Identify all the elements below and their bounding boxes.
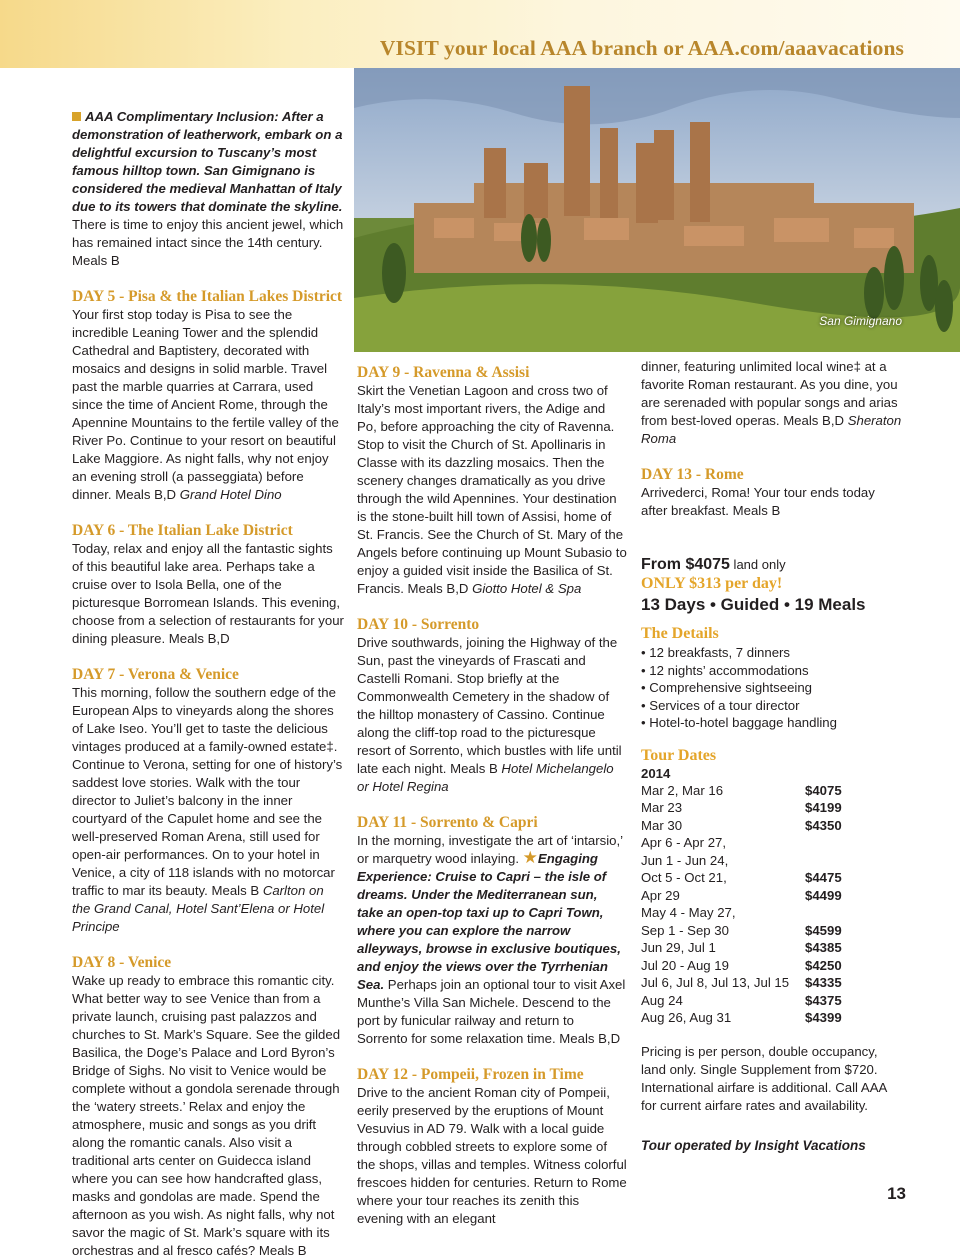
- day-11-body-b: Perhaps join an optional tour to visit Axel Munthe’s Villa San Michele. Descend to the port by funicular railway and return to Sorrento for some relaxation time. Meals B,D: [357, 977, 626, 1046]
- tour-date-price: [805, 852, 895, 870]
- details-list: [641, 644, 903, 732]
- day-9-text: [357, 382, 627, 598]
- day-10-hotel: Hotel Michelangelo or Hotel Regina: [357, 761, 614, 794]
- tour-dates-title: Tour Dates: [641, 746, 717, 764]
- tour-date-price: $4199: [805, 800, 842, 815]
- tour-date-price: $4375: [805, 992, 842, 1008]
- photo-caption: San Gimignano: [819, 314, 902, 328]
- page-number: 13: [887, 1184, 906, 1203]
- day-12-cont-body: dinner, featuring unlimited local wine‡ at a favorite Roman restaurant. As you dine, you are serenaded with popular songs and arias from best-loved operas. Meals B,D: [641, 359, 898, 428]
- land-only-label: land only: [729, 557, 786, 572]
- day-12-text: Drive to the ancient Roman city of Pompeii, eerily preserved by the eruptions of Mount Vesuvius in AD 79. Walk with a local guide through cobbled streets to explore some of the shops, villas and temples. Witness colorful frescoes hidden for centuries. Return to Rome where your tour reaches its zenith this evening with an elegant: [357, 1085, 627, 1226]
- day-8-title: DAY 8 - Venice: [72, 954, 172, 971]
- tour-date-price: [805, 904, 895, 922]
- day-10-text: [357, 634, 627, 796]
- day-6-text: Today, relax and enjoy all the fantastic sights of this beautiful lake area. Perhaps take a cruise over to Isola Bella, one of the picturesque Borromean Islands. This evening, choose from a selection of restaurants for your dining pleasure. Meals B,D: [72, 541, 344, 646]
- header-title: VISIT your local AAA branch or AAA.com/aaavacations: [379, 36, 904, 60]
- details-title: The Details: [641, 625, 719, 642]
- day-5-title: DAY 5 - Pisa & the Italian Lakes District: [72, 288, 343, 305]
- tour-date-range: Jun 29, Jul 1: [641, 940, 716, 955]
- tour-date-price: $4335: [805, 975, 842, 990]
- san-gimignano-photo: [354, 68, 960, 352]
- tour-date-price: $4350: [805, 817, 842, 833]
- tour-date-range: Oct 5 - Oct 21,: [641, 870, 727, 885]
- tour-date-range: Mar 2, Mar 16: [641, 782, 724, 798]
- day-10-body: Drive southwards, joining the Highway of the Sun, past the vineyards of Frascati and Castelli Romani. Stop briefly at the Commonwealth Cemetery in the shadow of the hilltop monastery of Cassino. Continue along the cliff-top road to the picturesque resort of Sorrento, which bustles with life until late each night. Meals B: [357, 635, 622, 776]
- day-13-text: Arrivederci, Roma! Your tour ends today after breakfast. Meals B: [641, 485, 875, 518]
- day-11-body-a: In the morning, investigate the art of ‘intarsio,’ or marquetry wood inlaying.: [357, 833, 623, 866]
- tour-date-range: Aug 24: [641, 992, 683, 1008]
- tour-date-range: Apr 29: [641, 887, 680, 903]
- day-12-title: DAY 12 - Pompeii, Frozen in Time: [357, 1066, 584, 1083]
- tour-date-range: Mar 30: [641, 817, 683, 833]
- day-6-title: DAY 6 - The Italian Lake District: [72, 522, 293, 539]
- tour-date-range: Jul 6, Jul 8, Jul 13, Jul 15: [641, 975, 790, 990]
- day-12-continued: [641, 358, 903, 448]
- tour-date-price: $4599: [805, 922, 842, 938]
- tour-date-range: Jun 1 - Jun 24,: [641, 852, 729, 868]
- day-7-body: This morning, follow the southern edge of the European Alps to vineyards along the shores of Lake Iseo. You’ll get to taste the delicious vintages produced at a family-owned estate‡. Continue to Verona, setting for one of history’s saddest love stories. Walk with the tour director to Juliet’s balcony in the inner courtyard of the Capulet home and see the well-preserved Roman Arena, still used for open-air performances. On to your hotel in Venice, a city of 118 islands with no motorcar traffic to mar its beauty. Meals B: [72, 685, 343, 898]
- tour-date-price: [805, 834, 895, 852]
- tour-date-price: $4475: [805, 870, 842, 885]
- tour-dates-table: [641, 782, 903, 1027]
- intro-paragraph: [72, 108, 344, 270]
- day-10-title: DAY 10 - Sorrento: [357, 616, 480, 633]
- day-11-text: [357, 832, 627, 1048]
- tour-date-range: May 4 - May 27,: [641, 905, 736, 920]
- star-icon: ★: [522, 848, 538, 867]
- tour-date-price: $4499: [805, 887, 842, 903]
- inclusion-text: AAA Complimentary Inclusion: After a demonstration of leatherwork, embark on a delightful excursion to Tuscany’s most famous hilltop town. San Gimignano is considered the medieval Manhattan of Italy due to its towers that dominate the skyline.: [72, 109, 343, 214]
- header-band: [0, 0, 960, 68]
- bullet-square-icon: [72, 112, 81, 121]
- tour-summary: 13 Days • Guided • 19 Meals: [641, 595, 866, 614]
- pricing-note: Pricing is per person, double occupancy, land only. Single Supplement from $720. International airfare is additional. Call AAA for current airfare rates and availability.: [641, 1043, 887, 1113]
- day-7-hotel: Carlton on the Grand Canal, Hotel Sant’Elena or Hotel Principe: [72, 883, 325, 934]
- day-8-text: Wake up ready to embrace this romantic city. What better way to see Venice than from a private launch, cruising past palazzos and churches to St. Mark’s Square. See the gilded Basilica, the Doge’s Palace and Lord Byron’s Bridge of Sighs. No visit to Venice would be complete without a gondola serenade through the ‘watery streets.’ Relax and enjoy the atmosphere, music and songs as you drift along the romantic canals. Also visit a traditional arts center on Guidecca island where you can see how handcrafted glass, masks and gondolas are made. Spend the afternoon as you wish. As night falls, why not savor the magic of St. Mark’s square with its orchestras and al fresco cafés? Meals B: [72, 973, 341, 1258]
- tour-date-price: $4250: [805, 957, 842, 973]
- intro-text: There is time to enjoy this ancient jewel, which has remained intact since the 14th century. Meals B: [72, 217, 344, 268]
- day-13-title: DAY 13 - Rome: [641, 466, 744, 483]
- day-7-title: DAY 7 - Verona & Venice: [72, 666, 239, 683]
- from-price: From $4075: [641, 556, 730, 573]
- day-5-body: Your first stop today is Pisa to see the incredible Leaning Tower and the splendid Cathedral and Baptistery, decorated with mosaics and designs in solid marble. Travel past the marble quarries at Carrara, used since the time of Ancient Rome, through the Apennine Mountains to the fertile valley of the River Po. Continue to your resort on beautiful Lake Maggiore. As night falls, why not enjoy an evening stroll (a passeggiata) before dinner. Meals B,D: [72, 307, 339, 502]
- day-9-body: Skirt the Venetian Lagoon and cross two of Italy’s most important rivers, the Adige and Po, before approaching the city of Ravenna. Stop to visit the Church of St. Apollinaris in Classe with its dazzling mosaics. Then the scenery changes dramatically as you drive through the wild Apennines. Your destination is the stone-built hill town of Assisi, home of St. Francis. See the Church of St. Mary of the Angels before continuing up Mount Subasio to enjoy a guided visit inside the Basilica of St. Francis. Meals B,D: [357, 383, 627, 596]
- day-11-experience: Engaging Experience: Cruise to Capri – the isle of dreams. Under the Mediterranean sun, take an open-top taxi up to Capri Town, where you can explore the narrow alleyways, browse in exclusive boutiques, and enjoy the views over the Tyrrhenian Sea.: [357, 851, 621, 992]
- operator-note: Tour operated by Insight Vacations: [641, 1137, 866, 1153]
- details-item: • 12 breakfasts, 7 dinners: [641, 645, 791, 660]
- day-5-text: [72, 306, 344, 504]
- details-item: • Services of a tour director: [641, 697, 800, 713]
- column-2: [357, 364, 627, 1228]
- tour-date-price: $4075: [805, 782, 842, 798]
- price-line: [641, 556, 903, 574]
- details-item: • 12 nights’ accommodations: [641, 662, 809, 678]
- tour-date-range: Apr 6 - Apr 27,: [641, 835, 727, 850]
- day-12-hotel: Sheraton Roma: [641, 413, 902, 446]
- column-1: [72, 108, 344, 1260]
- day-9-hotel: Giotto Hotel & Spa: [472, 581, 582, 596]
- tour-date-range: Sep 1 - Sep 30: [641, 922, 729, 938]
- tour-date-range: Jul 20 - Aug 19: [641, 957, 729, 973]
- tour-year: 2014: [641, 765, 671, 781]
- day-9-title: DAY 9 - Ravenna & Assisi: [357, 364, 530, 381]
- column-3: [641, 358, 903, 1155]
- per-day-price: ONLY $313 per day!: [641, 575, 783, 592]
- day-5-hotel: Grand Hotel Dino: [179, 487, 282, 502]
- day-7-text: [72, 684, 344, 936]
- tour-date-price: $4385: [805, 940, 842, 955]
- tour-date-range: Mar 23: [641, 800, 683, 815]
- details-item: • Comprehensive sightseeing: [641, 680, 813, 695]
- details-item: • Hotel-to-hotel baggage handling: [641, 715, 837, 730]
- tour-date-range: Aug 26, Aug 31: [641, 1010, 732, 1025]
- day-11-title: DAY 11 - Sorrento & Capri: [357, 814, 538, 831]
- tour-date-price: $4399: [805, 1010, 842, 1025]
